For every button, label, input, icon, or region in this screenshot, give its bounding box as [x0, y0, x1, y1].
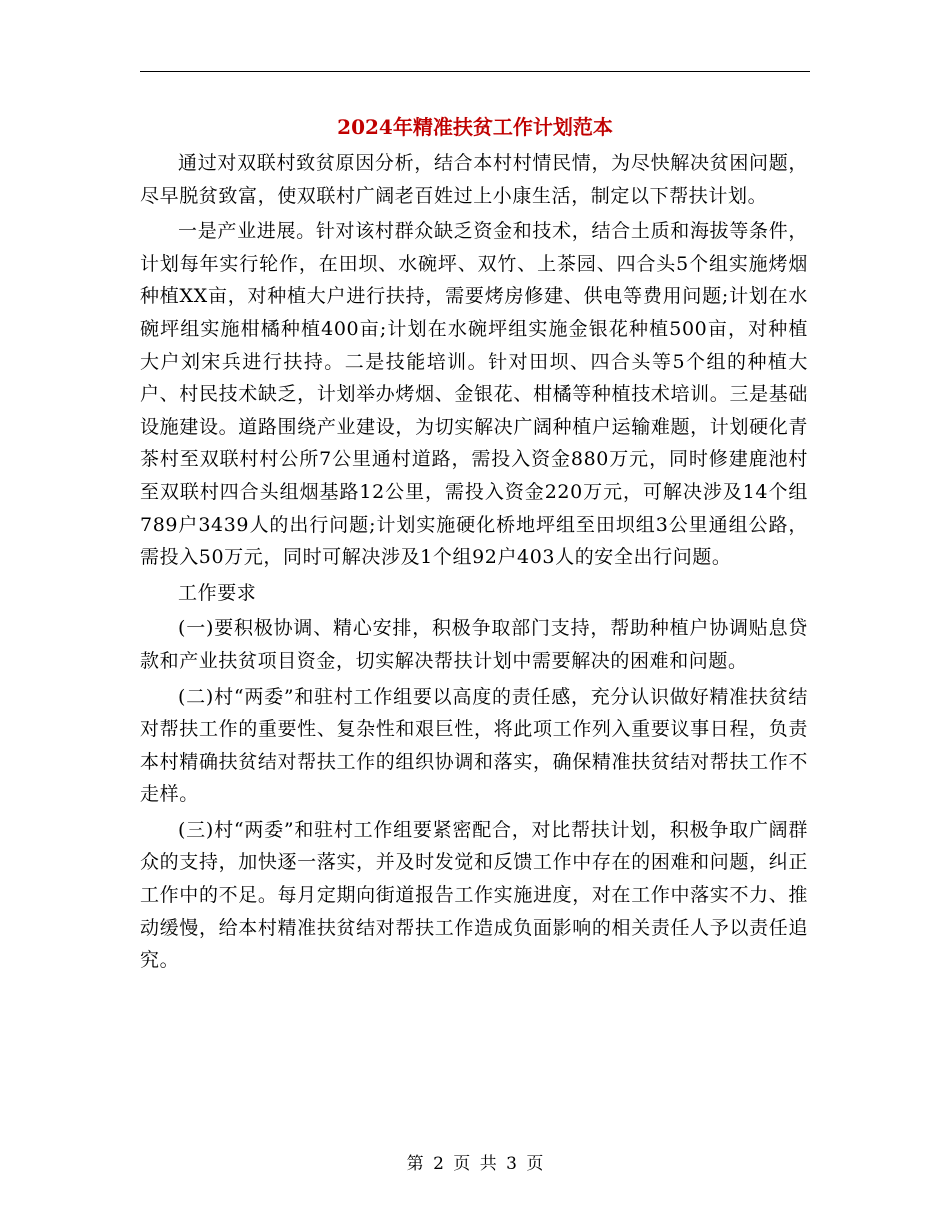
page-number-footer: 第 2 页 共 3 页 [406, 1154, 544, 1174]
requirements-heading: 工作要求 [178, 581, 257, 604]
requirement-item-3: (三)村“两委”和驻村工作组要紧密配合，对比帮扶计划，积极争取广阔群众的支持，加快逐一落实，并及时发觉和反馈工作中存在的困难和问题，纠正工作中的不足。每月定期向街道报告工作实施进度，对在工作中落实不力、推动缓慢，给本村精准扶贫结对帮扶工作造成负面影响的相关责任人予以责任追究。 [140, 818, 808, 972]
header-rule [140, 71, 810, 72]
plan-paragraph: 一是产业进展。针对该村群众缺乏资金和技术，结合土质和海拔等条件，计划每年实行轮作，在田坝、水碗坪、双竹、上茶园、四合头5个组实施烤烟种植XX亩，对种植大户进行扶持，需要烤房修建、供电等费用问题;计划在水碗坪组实施柑橘种植400亩;计划在水碗坪组实施金银花种植500亩，对种植大户刘宋兵进行扶持。二是技能培训。针对田坝、四合头等5个组的种植大户、村民技术缺乏，计划举办烤烟、金银花、柑橘等种植技术培训。三是基础设施建设。道路围绕产业建设，为切实解决广阔种植户运输难题，计划硬化青茶村至双联村村公所7公里通村道路，需投入资金880万元，同时修建鹿池村至双联村四合头组烟基路12公里，需投入资金220万元，可解决涉及14个组789户3439人的出行问题;计划实施硬化桥地坪组至田坝组3公里通组公路，需投入50万元，同时可解决涉及1个组92户403人的安全出行问题。 [140, 220, 808, 569]
document-title: 2024年精准扶贫工作计划范本 [337, 115, 613, 139]
requirement-item-1: (一)要积极协调、精心安排，积极争取部门支持，帮助种植户协调贴息贷款和产业扶贫项目资金，切实解决帮扶计划中需要解决的困难和问题。 [140, 617, 808, 672]
document-body [140, 147, 808, 977]
requirement-item-2: (二)村“两委”和驻村工作组要以高度的责任感，充分认识做好精准扶贫结对帮扶工作的重要性、复杂性和艰巨性，将此项工作列入重要议事日程，负责本村精确扶贫结对帮扶工作的组织协调和落实，确保精准扶贫结对帮扶工作不走样。 [140, 685, 808, 806]
intro-paragraph: 通过对双联村致贫原因分析，结合本村村情民情，为尽快解决贫困问题，尽早脱贫致富，使双联村广阔老百姓过上小康生活，制定以下帮扶计划。 [140, 152, 808, 207]
